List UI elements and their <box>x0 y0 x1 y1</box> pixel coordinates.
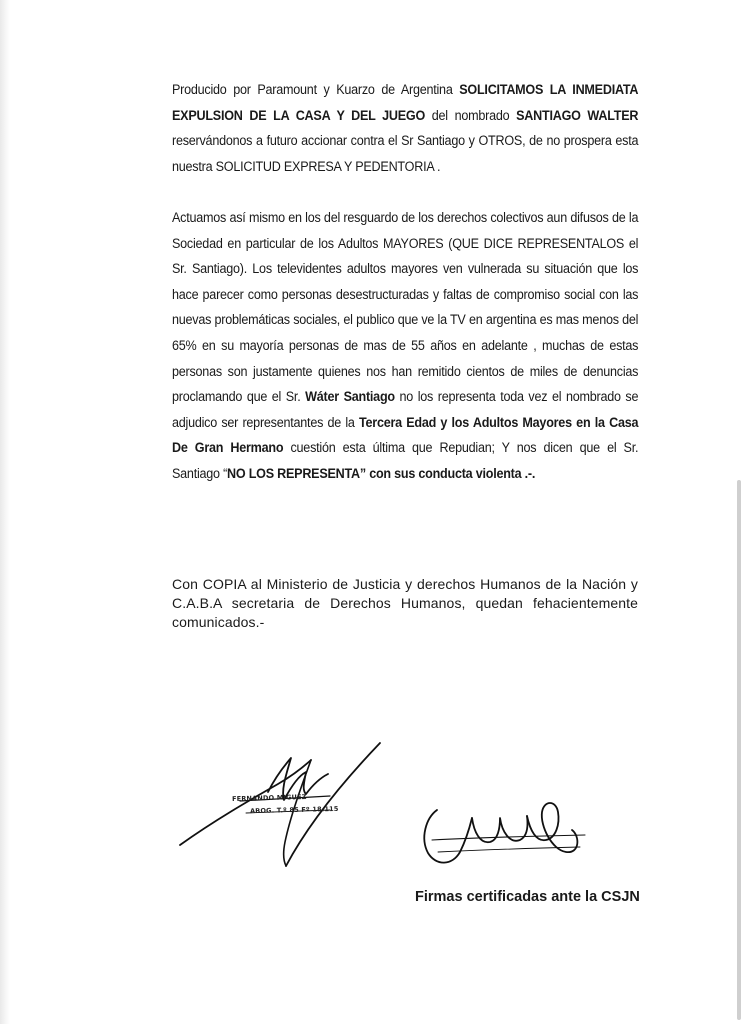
text-segment: Producido por Paramount y Kuarzo de Argentina <box>172 82 460 97</box>
left-stamp-registration: ABOG. T.º 85 Fº 18.115 <box>249 804 339 816</box>
right-signature <box>424 803 585 863</box>
bold-segment: Wáter Santiago <box>305 389 395 405</box>
text-segment: cuestión esta última que Repudian; Y nos dicen que el Sr. Santiago “ <box>172 440 639 481</box>
text-segment: del nombrado <box>425 107 517 123</box>
left-signature <box>180 743 380 866</box>
certification-footer: Firmas certificadas ante la CSJN <box>415 889 640 905</box>
paragraph-expulsion-request <box>172 77 638 179</box>
bold-segment: NO LOS REPRESENTA” con sus conducta violenta .-. <box>227 465 536 481</box>
bold-segment: SANTIAGO WALTER <box>516 107 639 123</box>
bold-segment: Tercera Edad y los Adultos Mayores en la Casa De Gran Hermano <box>172 414 639 456</box>
paragraph-copy-notice: Con COPIA al Ministerio de Justicia y derechos Humanos de la Nación y C.A.B.A secretaria de Derechos Humanos, quedan fehacientemente comunicados.- <box>172 576 638 630</box>
text-segment: Actuamos así mismo en los del resguardo de los derechos colectivos aun difusos de la Sociedad en particular de los Adultos MAYORES (QUE DICE REPRESENTALOS el Sr. Santiago). Los televidentes adultos mayores ven vulnerada su situación que los hace parecer como personas desestructuradas y faltas de compromiso social con las nuevas problemáticas sociales, el publico que ve la TV en argentina es mas menos del 65% en su mayoría personas de mas de 55 años en adelante , muchas de estas personas son justamente quienes nos han remitido cientos de miles de denuncias proclamando que el Sr. <box>172 210 639 405</box>
scrollbar[interactable] <box>737 480 741 1020</box>
left-stamp-name: FERNANDO MIGUEZ <box>231 793 307 803</box>
text-segment: reservándonos a futuro accionar contra el Sr Santiago y OTROS, de no prospera esta nuestra SOLICITUD EXPRESA Y PEDENTORIA . <box>172 133 639 174</box>
text-segment: no los representa toda vez el nombrado se adjudico ser representantes de la <box>172 389 639 430</box>
paragraph-collective-rights <box>172 205 638 487</box>
page-edge <box>0 0 10 1024</box>
bold-segment: SOLICITAMOS LA INMEDIATA EXPULSION DE LA CASA Y DEL JUEGO <box>172 82 639 123</box>
